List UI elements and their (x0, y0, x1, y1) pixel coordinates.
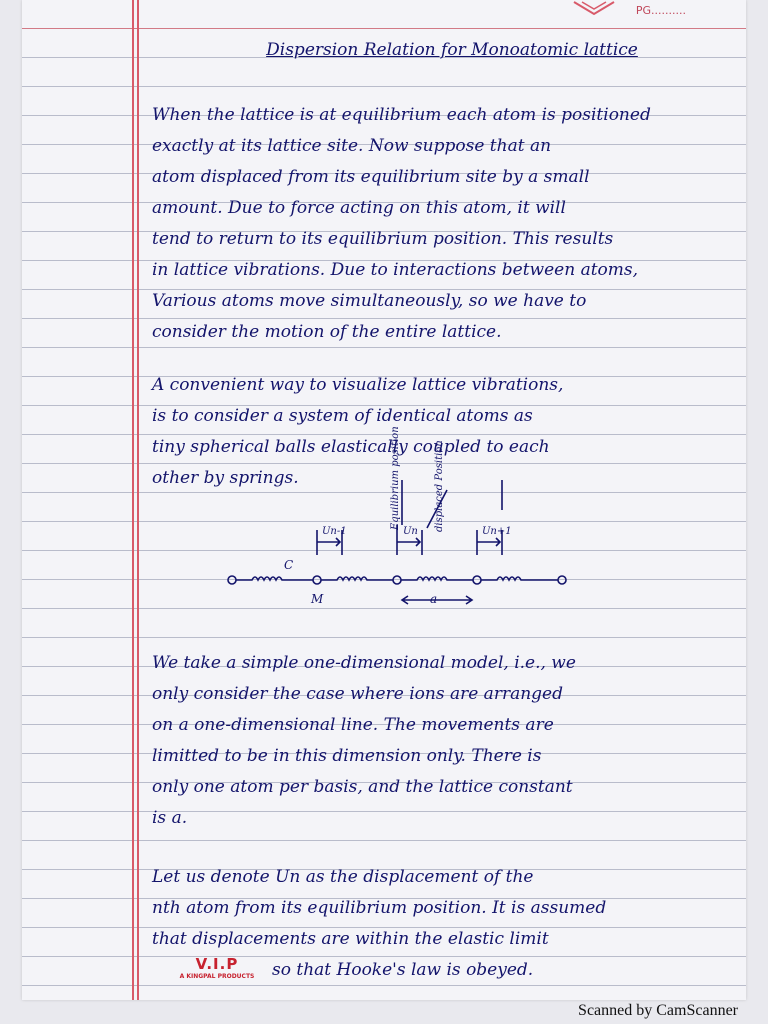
text-line: only consider the case where ions are arranged (152, 684, 563, 704)
atom-ball (558, 576, 566, 584)
text-line: that displacements are within the elastic limit (152, 929, 549, 949)
text-line: When the lattice is at equilibrium each atom is positioned (152, 105, 651, 125)
text-line: amount. Due to force acting on this atom, it will (152, 198, 566, 218)
spring (236, 577, 313, 580)
lattice-constant-label: a (430, 592, 438, 606)
text-line: consider the motion of the entire lattice. (152, 322, 502, 342)
atom-ball (473, 576, 481, 584)
notebook-page (22, 0, 746, 1000)
un-label: Un (403, 526, 418, 537)
brand-logo (172, 955, 262, 995)
paragraph-intro (152, 100, 732, 348)
atom-ball (393, 576, 401, 584)
text-line: We take a simple one-dimensional model, i.e., we (152, 653, 576, 673)
text-line: other by springs. (152, 468, 299, 488)
atom-ball (228, 576, 236, 584)
text-line: only one atom per basis, and the lattice constant (152, 777, 573, 797)
top-rule (22, 28, 746, 29)
brand-name: V.I.P (195, 955, 239, 973)
text-line: tend to return to its equilibrium position. This results (152, 229, 614, 249)
text-line: tiny spherical balls elastically coupled to each (152, 437, 550, 457)
margin-line (137, 0, 139, 1000)
equilibrium-position-label: Equilibrium position (390, 426, 401, 530)
spring-constant-label: C (284, 558, 294, 572)
brand-tagline: A KINGPAL PRODUCTS (179, 973, 255, 980)
margin-line (132, 0, 134, 1000)
spring (481, 577, 558, 580)
text-line: Various atoms move simultaneously, so we have to (152, 291, 587, 311)
page-number-field: PG.......... (635, 4, 686, 17)
arrow (397, 538, 420, 546)
pointer-line (402, 480, 502, 528)
scanner-watermark: Scanned by CamScanner (578, 1002, 738, 1019)
un-minus-label: Un-1 (322, 526, 347, 537)
atom-ball (313, 576, 321, 584)
arrow (317, 538, 340, 546)
paragraph-model (152, 648, 732, 834)
arrow (477, 538, 500, 546)
text-line: so that Hooke's law is obeyed. (272, 960, 534, 980)
text-line: is to consider a system of identical atoms as (152, 406, 533, 426)
text-line: on a one-dimensional line. The movements are (152, 715, 554, 735)
text-line: is a. (152, 808, 188, 828)
text-line: in lattice vibrations. Due to interactions between atoms, (152, 260, 639, 280)
text-line: Let us denote Un as the displacement of the (152, 867, 534, 887)
spring (321, 577, 393, 580)
lattice-drawing (222, 470, 582, 620)
corner-logo-icon (572, 0, 616, 18)
page-title: Dispersion Relation for Monoatomic lattice (266, 40, 638, 60)
displaced-position-label: displaced Position (434, 440, 445, 532)
text-line: A convenient way to visualize lattice vibrations, (152, 375, 564, 395)
mass-label: M (311, 592, 324, 606)
text-line: exactly at its lattice site. Now suppose that an (152, 136, 552, 156)
text-line: limitted to be in this dimension only. There is (152, 746, 542, 766)
spring (401, 577, 473, 580)
un-plus-label: Un+1 (482, 526, 512, 537)
text-line: atom displaced from its equilibrium site by a small (152, 167, 590, 187)
text-line: nth atom from its equilibrium position. It is assumed (152, 898, 607, 918)
